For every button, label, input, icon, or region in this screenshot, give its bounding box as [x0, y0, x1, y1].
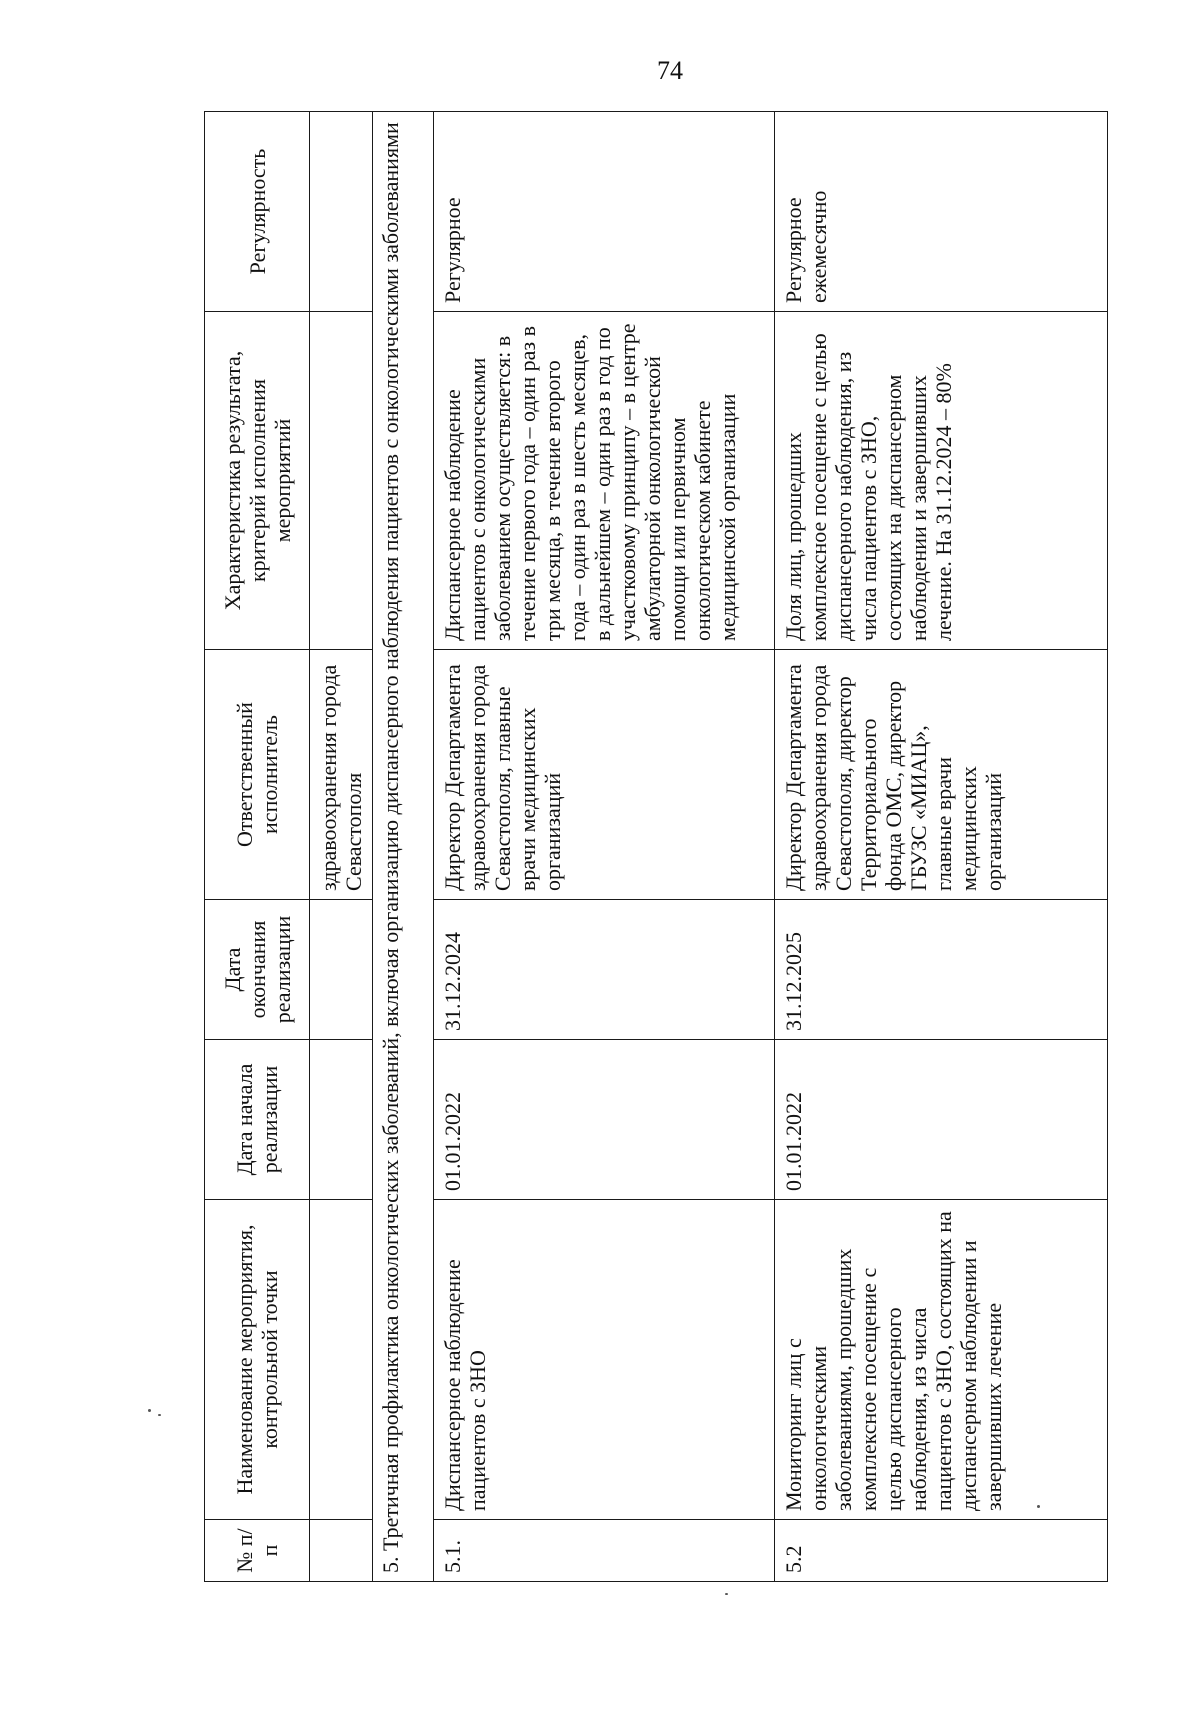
rotated-table-wrapper: [204, 112, 1118, 1582]
scan-speck: [148, 1409, 151, 1412]
table-header-row: [205, 112, 310, 1582]
cell-num: 5.1.: [434, 1520, 775, 1582]
scan-speck: [725, 1593, 728, 1595]
header-executor: Ответственный исполнитель: [205, 650, 310, 900]
cell-end-date: 31.12.2025: [775, 900, 1108, 1040]
table-row: [775, 112, 1108, 1582]
cell-regularity: Регулярное: [434, 112, 775, 312]
section-title: 5. Третичная профилактика онкологических заболеваний, включая организацию диспансерного наблюдения пациентов с онкологическими заболеваниями: [373, 112, 434, 1582]
cell-end-date: 31.12.2024: [434, 900, 775, 1040]
scan-speck: [158, 1414, 161, 1416]
header-end-date: Дата окончания реализации: [205, 900, 310, 1040]
header-num: № п/п: [205, 1520, 310, 1582]
cell-executor: Директор Департамента здравоохранения города Севастополя, главные врачи медицинских организаций: [434, 650, 775, 900]
cell-empty: [310, 312, 373, 650]
cell-executor: здравоохранения города Севастополя: [310, 650, 373, 900]
cell-executor: Директор Департамента здравоохранения города Севастополя, директор Территориального фонда ОМС, директор ГБУЗС «МИАЦ», главные врачи медицинских организаций: [775, 650, 1108, 900]
cell-result: Диспансерное наблюдение пациентов с онкологическими заболеванием осуществляется: в течение первого года – один раз в три месяца, в течение второго года – один раз в шесть месяцев, в дальнейшем – один раз в год по участковому принципу – в центре амбулаторной онкологической помощи или первичном онкологическом кабинете медицинской организации: [434, 312, 775, 650]
header-start-date: Дата начала реализации: [205, 1040, 310, 1200]
cell-empty: [310, 1200, 373, 1520]
cell-name: Мониторинг лиц с онкологическими заболеваниями, прошедших комплексное посещение с целью диспансерного наблюдения, из числа пациентов с ЗНО, состоящих на диспансерном наблюдении и завершивших лечение: [775, 1200, 1108, 1520]
header-regularity: Регулярность: [205, 112, 310, 312]
cell-empty: [310, 1040, 373, 1200]
cell-start-date: 01.01.2022: [775, 1040, 1108, 1200]
table-row-continuation: [310, 112, 373, 1582]
cell-regularity: Регулярное ежемесячно: [775, 112, 1108, 312]
cell-name: Диспансерное наблюдение пациентов с ЗНО: [434, 1200, 775, 1520]
table-row-section: [373, 112, 434, 1582]
header-name: Наименование мероприятия, контрольной точки: [205, 1200, 310, 1520]
cell-start-date: 01.01.2022: [434, 1040, 775, 1200]
cell-empty: [310, 112, 373, 312]
table-row: [434, 112, 775, 1582]
cell-empty: [310, 1520, 373, 1582]
cell-empty: [310, 900, 373, 1040]
page-number: 74: [657, 56, 683, 85]
cell-result: Доля лиц, прошедших комплексное посещение с целью диспансерного наблюдения, из числа пациентов с ЗНО, состоящих на диспансерном наблюдении и завершивших лечение. На 31.12.2024 – 80%: [775, 312, 1108, 650]
header-result: Характеристика результата, критерий исполнения мероприятий: [205, 312, 310, 650]
cell-num: 5.2: [775, 1520, 1108, 1582]
activities-table: [204, 111, 1108, 1582]
